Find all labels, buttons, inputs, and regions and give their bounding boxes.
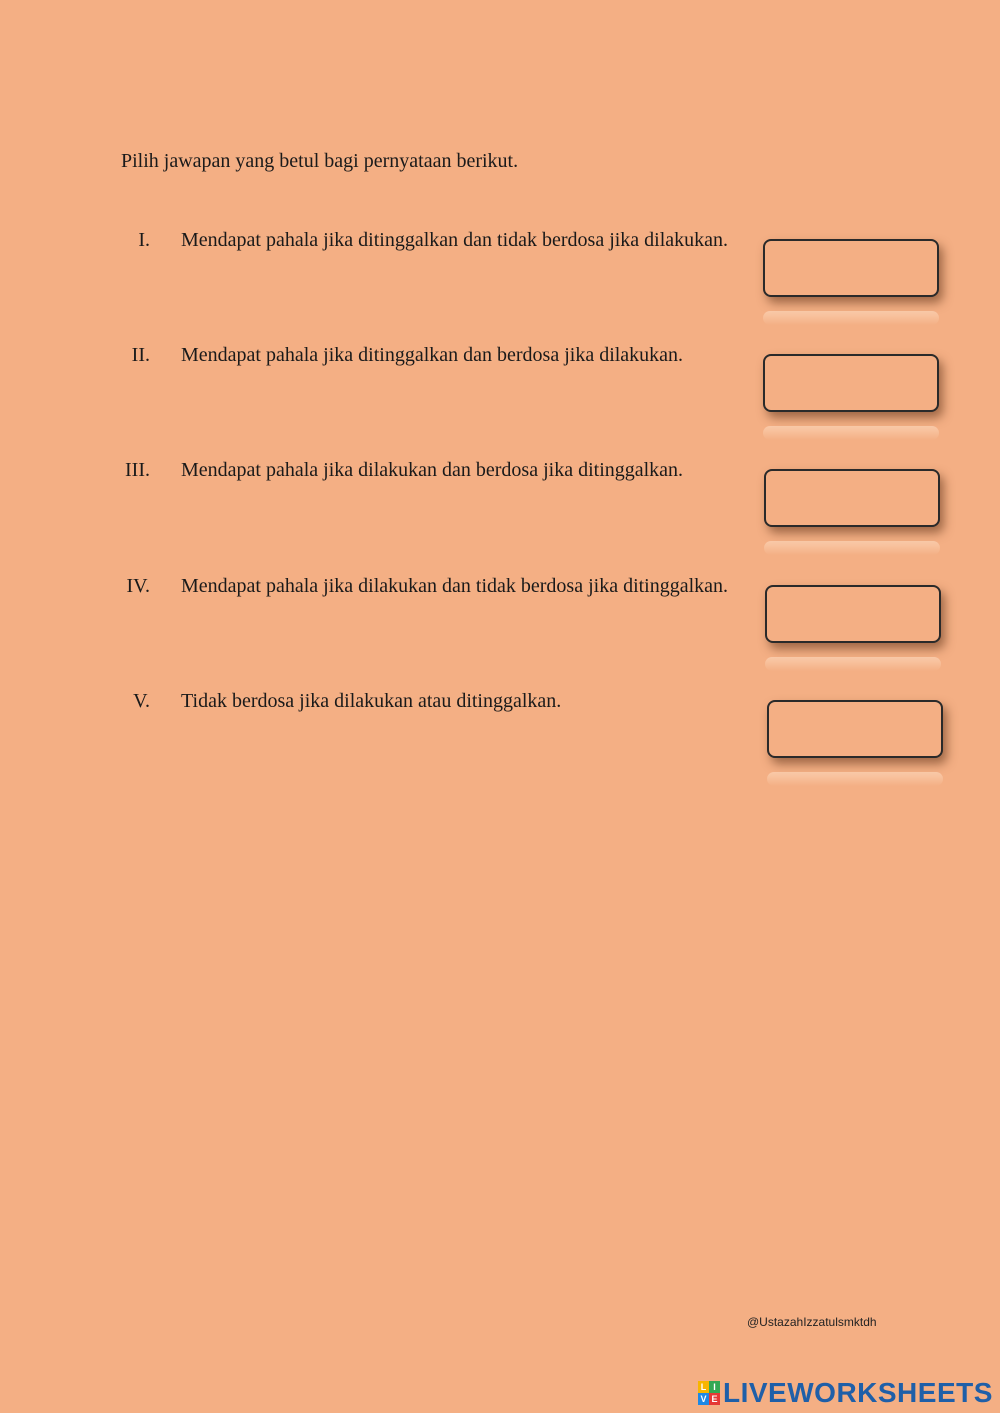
item-numeral: I. — [138, 229, 150, 251]
item-statement: Mendapat pahala jika dilakukan dan berdosa jika ditinggalkan. — [181, 459, 684, 481]
answer-box-5[interactable] — [767, 700, 943, 758]
logo-mark-letter: E — [709, 1393, 720, 1405]
instruction-text: Pilih jawapan yang betul bagi pernyataan berikut. — [121, 150, 519, 172]
item-statement: Tidak berdosa jika dilakukan atau ditinggalkan. — [181, 690, 562, 712]
answer-box-4[interactable] — [765, 585, 941, 643]
answer-box-3[interactable] — [764, 469, 940, 527]
item-statement: Mendapat pahala jika ditinggalkan dan berdosa jika dilakukan. — [181, 344, 684, 366]
question-item-4 — [0, 575, 760, 605]
answer-box-2[interactable] — [763, 354, 939, 412]
question-item-5 — [0, 690, 760, 720]
logo-text: LIVEWORKSHEETS — [723, 1377, 993, 1408]
liveworksheets-logo[interactable] — [698, 1376, 993, 1410]
item-statement: Mendapat pahala jika ditinggalkan dan tidak berdosa jika dilakukan. — [181, 229, 729, 251]
author-credit: @UstazahIzzatulsmktdh — [747, 1315, 877, 1329]
answer-box-1[interactable] — [763, 239, 939, 297]
question-item-3 — [0, 459, 760, 489]
item-numeral: V. — [133, 690, 150, 712]
item-numeral: III. — [125, 459, 150, 481]
item-numeral: II. — [131, 344, 150, 366]
question-item-1 — [0, 229, 760, 259]
logo-mark-icon — [698, 1381, 720, 1405]
logo-mark-letter: I — [709, 1381, 720, 1393]
item-numeral: IV. — [126, 575, 150, 597]
logo-mark-letter: V — [698, 1393, 709, 1405]
question-item-2 — [0, 344, 760, 374]
item-statement: Mendapat pahala jika dilakukan dan tidak berdosa jika ditinggalkan. — [181, 575, 729, 597]
logo-mark-letter: L — [698, 1381, 709, 1393]
